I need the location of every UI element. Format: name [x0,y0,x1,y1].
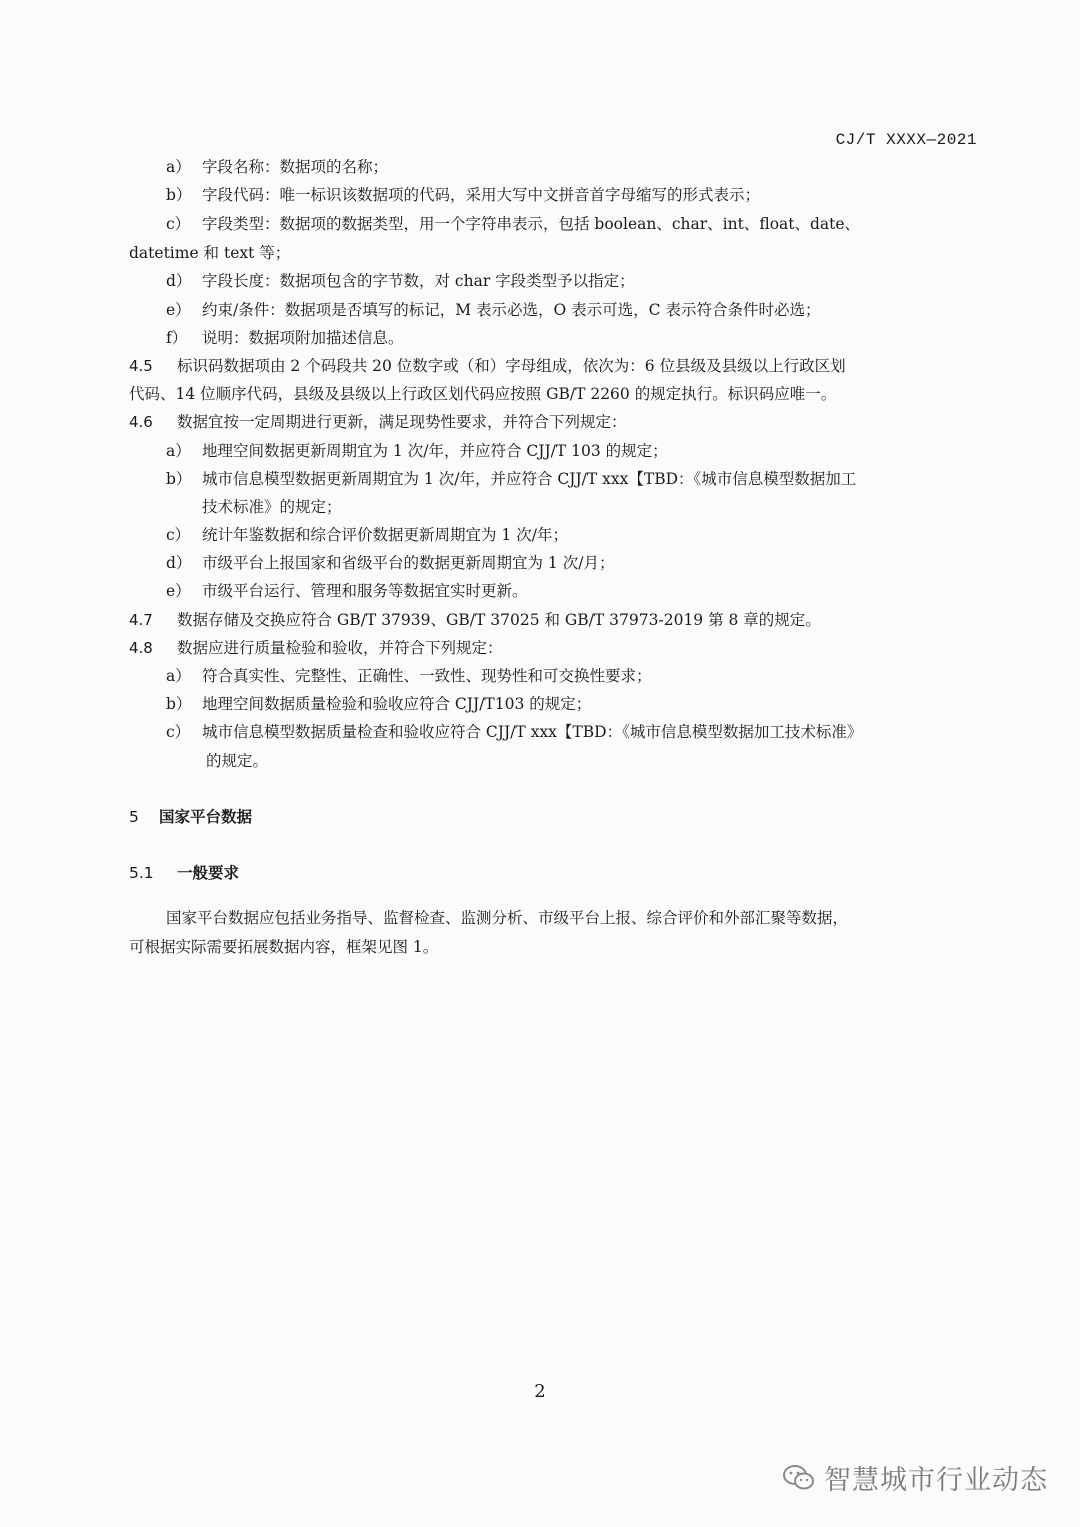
item-mark: f） [166,329,188,347]
list-item [166,157,388,177]
item-mark: d） [166,554,192,572]
list-item [166,694,591,714]
item-text: 字段名称：数据项的名称； [202,158,389,176]
list-item [166,185,760,205]
section-number: 5.1 [129,864,154,882]
item-mark: b） [166,470,192,488]
watermark-text: 智慧城市行业动态 [824,1465,1048,1496]
list-item [166,441,668,461]
clause-text: 数据应进行质量检验和验收，并符合下列规定： [177,639,503,657]
item-text-continued: 技术标准》的规定； [202,498,342,516]
item-text: 地理空间数据质量检验和验收应符合 CJJ/T103 的规定； [202,695,592,713]
clause-number: 4.8 [129,639,153,657]
item-mark: b） [166,695,192,713]
clause-4-8 [129,638,503,658]
item-mark: a） [166,442,191,460]
doc-code-header: CJ/T XXXX—2021 [835,131,977,149]
item-text: 约束/条件：数据项是否填写的标记，M 表示必选，O 表示可选，C 表示符合条件时必选； [202,301,821,319]
section-title: 国家平台数据 [159,808,253,826]
list-item [166,271,635,291]
item-text-continued: 的规定。 [206,752,269,770]
paragraph: 国家平台数据应包括业务指导、监督检查、监测分析、市级平台上报、综合评价和外部汇聚等数据， [166,909,849,927]
item-text: 字段长度：数据项包含的字节数，对 char 字段类型予以指定； [202,272,635,290]
item-mark: c） [166,723,191,741]
list-item [166,469,856,489]
clause-text: 数据存储及交换应符合 GB/T 37939、GB/T 37025 和 GB/T 37973-2019 第 8 章的规定。 [177,611,821,629]
item-text: 符合真实性、完整性、正确性、一致性、现势性和可交换性要求； [202,667,652,685]
item-mark: e） [166,301,191,319]
wechat-icon [782,1464,816,1492]
item-text: 字段类型：数据项的数据类型，用一个字符串表示，包括 boolean、char、int、float、date、 [202,215,861,233]
item-text: 市级平台上报国家和省级平台的数据更新周期宜为 1 次/月； [202,554,615,572]
clause-number: 4.6 [129,413,153,431]
item-text: 市级平台运行、管理和服务等数据宜实时更新。 [202,582,528,600]
list-item [166,300,820,320]
watermark [782,1458,1048,1497]
clause-number: 4.5 [129,357,153,375]
list-item [166,525,568,545]
item-mark: a） [166,667,191,685]
list-item [166,214,860,234]
item-text: 地理空间数据更新周期宜为 1 次/年，并应符合 CJJ/T 103 的规定； [202,442,668,460]
clause-4-5 [129,356,846,376]
section-number: 5 [129,808,139,826]
item-text: 说明：数据项附加描述信息。 [202,329,404,347]
clause-number: 4.7 [129,611,153,629]
clause-text: 数据宜按一定周期进行更新，满足现势性要求，并符合下列规定： [177,413,627,431]
item-text: 城市信息模型数据质量检查和验收应符合 CJJ/T xxx【TBD：《城市信息模型数据加工技术标准》 [202,723,863,741]
clause-text: 标识码数据项由 2 个码段共 20 位数字或（和）字母组成，依次为：6 位县级及县级以上行政区划 [177,357,846,375]
list-item [166,666,652,686]
clause-4-7 [129,610,821,630]
list-item [166,581,528,601]
item-mark: e） [166,582,191,600]
page-number: 2 [534,1381,546,1402]
clause-4-6 [129,412,627,432]
item-text: 城市信息模型数据更新周期宜为 1 次/年，并应符合 CJJ/T xxx【TBD：《城市信息模型数据加工 [202,470,857,488]
list-item [166,328,404,348]
item-mark: a） [166,158,191,176]
item-mark: b） [166,186,192,204]
list-item [166,553,614,573]
item-text: 统计年鉴数据和综合评价数据更新周期宜为 1 次/年； [202,526,568,544]
paragraph-continued: 可根据实际需要拓展数据内容，框架见图 1。 [129,938,439,956]
clause-text-continued: 代码、14 位顺序代码，县级及县级以上行政区划代码应按照 GB/T 2260 的规定执行。标识码应唯一。 [129,385,837,403]
item-mark: c） [166,526,191,544]
item-text-continued: datetime 和 text 等； [129,244,291,262]
section-5-1-heading [129,863,239,883]
list-item [166,722,862,742]
section-title: 一般要求 [177,864,240,882]
section-5-heading [129,807,252,827]
item-mark: d） [166,272,192,290]
item-text: 字段代码：唯一标识该数据项的代码，采用大写中文拼音首字母缩写的形式表示； [202,186,761,204]
item-mark: c） [166,215,191,233]
